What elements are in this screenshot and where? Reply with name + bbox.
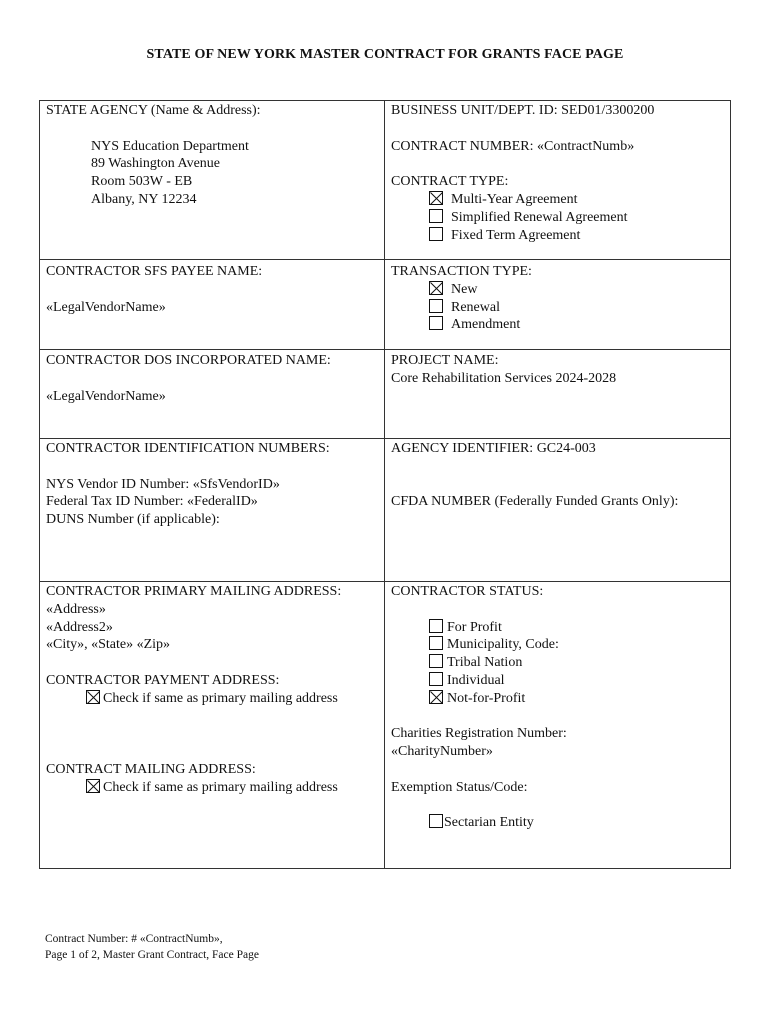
transaction-type-label: TRANSACTION TYPE: [391, 264, 532, 279]
status-municipality[interactable]: Municipality, Code: [391, 636, 724, 654]
transaction-type-cell [385, 260, 731, 350]
transaction-type-renewal[interactable]: Renewal [391, 299, 724, 317]
contract-type-label: CONTRACT TYPE: [391, 174, 509, 190]
status-individual[interactable]: Individual [391, 672, 724, 690]
status-for-profit[interactable]: For Profit [391, 619, 724, 637]
face-page-form [39, 100, 731, 869]
business-unit-cell [385, 101, 731, 260]
dos-name-label: CONTRACTOR DOS INCORPORATED NAME: [46, 353, 331, 368]
vendor-id: NYS Vendor ID Number: «SfsVendorID» [46, 476, 280, 492]
checkbox-checked-icon[interactable] [429, 281, 443, 295]
checkbox-icon[interactable] [429, 299, 443, 313]
checkbox-checked-icon[interactable] [429, 191, 443, 205]
footer-contract-number: Contract Number: # «ContractNumb», [45, 933, 223, 945]
checkbox-icon[interactable] [429, 316, 443, 330]
form-row [40, 439, 731, 582]
sectarian-entity[interactable]: Sectarian Entity [391, 814, 724, 832]
checkbox-icon[interactable] [429, 619, 443, 633]
agency-name: NYS Education Department [91, 138, 249, 154]
transaction-type-new[interactable]: New [391, 281, 724, 299]
mailing-city-state-zip: «City», «State» «Zip» [46, 637, 171, 653]
payee-label: CONTRACTOR SFS PAYEE NAME: [46, 264, 263, 279]
agency-room: Room 503W - EB [91, 174, 193, 190]
payee-value: «LegalVendorName» [46, 299, 166, 315]
mailing-address: «Address» [46, 601, 106, 617]
transaction-type-amendment[interactable]: Amendment [391, 316, 724, 334]
status-tribal-nation[interactable]: Tribal Nation [391, 654, 724, 672]
dos-name-cell [40, 350, 385, 439]
mailing-label: CONTRACTOR PRIMARY MAILING ADDRESS: [46, 584, 342, 599]
page-footer [45, 931, 259, 963]
form-row [40, 101, 731, 260]
state-agency-label: STATE AGENCY (Name & Address): [46, 103, 261, 118]
footer-page-info: Page 1 of 2, Master Grant Contract, Face Page [45, 949, 259, 961]
checkbox-checked-icon[interactable] [86, 779, 100, 793]
checkbox-checked-icon[interactable] [429, 690, 443, 704]
project-value: Core Rehabilitation Services 2024-2028 [391, 370, 617, 386]
federal-tax-id: Federal Tax ID Number: «FederalID» [46, 494, 258, 510]
payee-cell [40, 260, 385, 350]
agency-city: Albany, NY 12234 [91, 191, 197, 207]
agency-street: 89 Washington Avenue [91, 156, 221, 172]
form-row [40, 350, 731, 439]
id-numbers-cell [40, 439, 385, 582]
dos-name-value: «LegalVendorName» [46, 388, 166, 404]
checkbox-icon[interactable] [429, 814, 443, 828]
project-cell [385, 350, 731, 439]
state-agency-cell [40, 101, 385, 260]
mailing-address2: «Address2» [46, 619, 113, 635]
agency-identifier-cell [385, 439, 731, 582]
contractor-status-label: CONTRACTOR STATUS: [391, 584, 544, 599]
project-label: PROJECT NAME: [391, 353, 499, 368]
form-row [40, 260, 731, 350]
mailing-cell [40, 582, 385, 869]
status-not-for-profit[interactable]: Not-for-Profit [391, 690, 724, 708]
contract-type-multi-year[interactable]: Multi-Year Agreement [391, 191, 724, 209]
form-row [40, 582, 731, 869]
payment-address-label: CONTRACTOR PAYMENT ADDRESS: [46, 672, 280, 688]
contract-type-fixed-term[interactable]: Fixed Term Agreement [391, 227, 724, 245]
contract-type-simplified-renewal[interactable]: Simplified Renewal Agreement [391, 209, 724, 227]
charities-value: «CharityNumber» [391, 744, 493, 760]
checkbox-checked-icon[interactable] [86, 690, 100, 704]
duns-number: DUNS Number (if applicable): [46, 512, 220, 528]
cfda-number: CFDA NUMBER (Federally Funded Grants Only): [391, 494, 679, 510]
contract-mailing-label: CONTRACT MAILING ADDRESS: [46, 761, 256, 777]
payment-same-as-primary[interactable]: Check if same as primary mailing address [46, 690, 378, 708]
contract-mailing-same-as-primary[interactable]: Check if same as primary mailing address [46, 779, 378, 797]
checkbox-icon[interactable] [429, 227, 443, 241]
exemption-label: Exemption Status/Code: [391, 779, 528, 795]
id-numbers-label: CONTRACTOR IDENTIFICATION NUMBERS: [46, 441, 330, 456]
checkbox-icon[interactable] [429, 209, 443, 223]
checkbox-icon[interactable] [429, 672, 443, 686]
contractor-status-cell [385, 582, 731, 869]
contract-number: CONTRACT NUMBER: «ContractNumb» [391, 138, 635, 154]
page-title: STATE OF NEW YORK MASTER CONTRACT FOR GRANTS FACE PAGE [146, 47, 624, 62]
agency-identifier: AGENCY IDENTIFIER: GC24-003 [391, 441, 596, 456]
charities-label: Charities Registration Number: [391, 726, 567, 742]
checkbox-icon[interactable] [429, 636, 443, 650]
business-unit: BUSINESS UNIT/DEPT. ID: SED01/3300200 [391, 103, 655, 118]
checkbox-icon[interactable] [429, 654, 443, 668]
